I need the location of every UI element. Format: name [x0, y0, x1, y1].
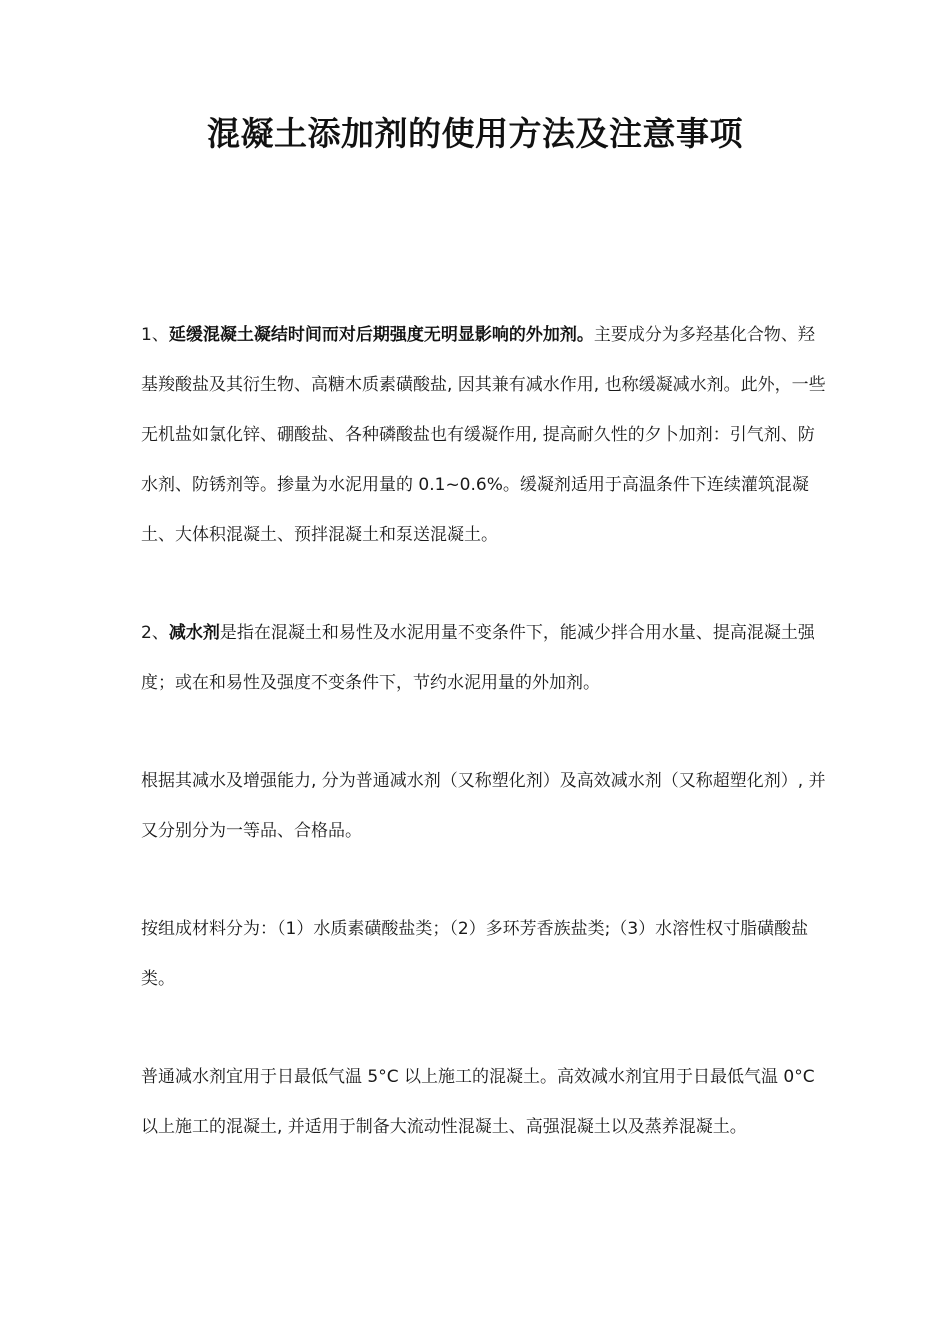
- paragraph-heading: 延缓混凝土凝结时间而对后期强度无明显影响的外加剂。: [168, 325, 594, 345]
- paragraph-text: 根据其减水及增强能力, 分为普通减水剂（又称塑化剂）及高效减水剂（又称超塑化剂）, 并又分别分为一等品、合格品。: [141, 771, 826, 841]
- paragraph-text: 是指在混凝土和易性及水泥用量不变条件下，能减少拌合用水量、提高混凝土强度；或在和易性及强度不变条件下，节约水泥用量的外加剂。: [141, 623, 815, 693]
- paragraph-heading: 减水剂: [168, 623, 220, 643]
- document-title: 混凝土添加剂的使用方法及注意事项: [207, 114, 743, 153]
- document-body: [141, 310, 831, 1152]
- paragraph-number: 2、: [141, 623, 169, 643]
- paragraph-classification: [141, 756, 831, 856]
- paragraph-text: 主要成分为多羟基化合物、羟基羧酸盐及其衍生物、高糖木质素磺酸盐, 因其兼有减水作用, 也称缓凝减水剂。此外，一些无机盐如氯化锌、硼酸盐、各种磷酸盐也有缓凝作用, 提高耐久性的夕卜加剂：引气剂、防水剂、防锈剂等。掺量为水泥用量的 0.1~0.6%。缓凝剂适用于高温条件下连续灌筑混凝土、大体积混凝土、预拌混凝土和泵送混凝土。: [141, 325, 826, 545]
- paragraph-materials: [141, 904, 831, 1004]
- paragraph-retarder: [141, 310, 831, 560]
- paragraph-number: 1、: [141, 325, 169, 345]
- paragraph-text: 按组成材料分为：（1）水质素磺酸盐类；（2）多环芳香族盐类;（3）水溶性权寸脂磺酸盐类。: [141, 919, 809, 989]
- paragraph-text: 普通减水剂宜用于日最低气温 5°C 以上施工的混凝土。高效减水剂宜用于日最低气温 0°C 以上施工的混凝土, 并适用于制备大流动性混凝土、高强混凝土以及蒸养混凝土。: [141, 1067, 815, 1137]
- paragraph-usage: [141, 1052, 831, 1152]
- paragraph-water-reducer: [141, 608, 831, 708]
